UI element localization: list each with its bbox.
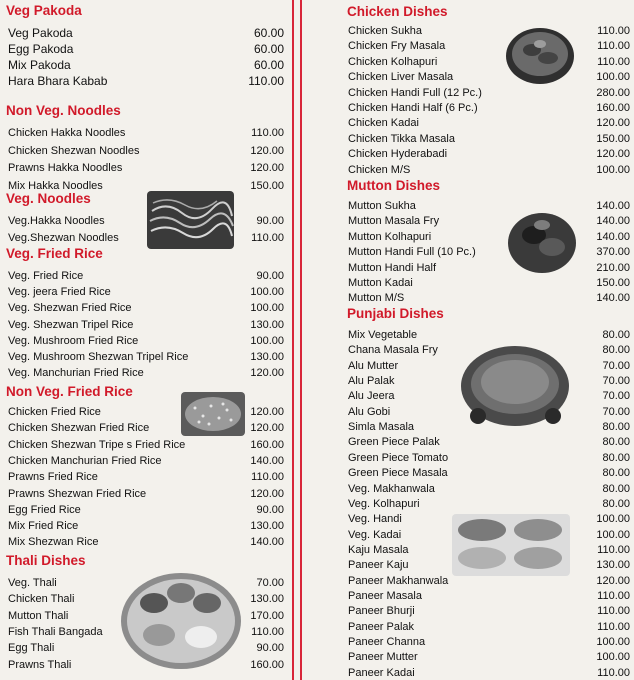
menu-item-price: 110.00 bbox=[248, 74, 284, 88]
menu-item-price: 80.00 bbox=[602, 344, 630, 357]
menu-item-name: Mix Fried Rice bbox=[8, 520, 79, 533]
menu-item-name: Veg. Manchurian Fried Rice bbox=[8, 367, 144, 380]
menu-item-price: 160.00 bbox=[250, 438, 284, 451]
menu-item-name: Chicken Shezwan Tripe s Fried Rice bbox=[8, 438, 186, 451]
menu-item-name: Paneer Makhanwala bbox=[348, 574, 449, 587]
menu-item-price: 110.00 bbox=[597, 620, 630, 633]
menu-item-name: Egg Fried Rice bbox=[8, 503, 81, 516]
menu-item-price: 100.00 bbox=[596, 651, 630, 664]
menu-item-name: Veg. Makhanwala bbox=[348, 482, 435, 495]
menu-item-name: Chicken Thali bbox=[8, 593, 75, 606]
menu-item-name: Veg. Kadai bbox=[348, 528, 402, 541]
menu-item-name: Chicken Handi Full (12 Pc.) bbox=[348, 86, 482, 99]
menu-item-name: Alu Palak bbox=[348, 375, 395, 388]
menu-item-price: 100.00 bbox=[596, 513, 630, 526]
menu-item-price: 160.00 bbox=[596, 102, 630, 114]
menu-item-price: 80.00 bbox=[602, 467, 630, 480]
menu-item-name: Mutton Sukha bbox=[348, 200, 416, 212]
menu-item-name: Chana Masala Fry bbox=[348, 344, 438, 357]
menu-item-price: 90.00 bbox=[256, 642, 284, 655]
menu-item-name: Paneer Kaju bbox=[348, 559, 409, 572]
menu-item-name: Prawns Fried Rice bbox=[8, 471, 98, 484]
menu-item-price: 140.00 bbox=[596, 292, 630, 305]
menu-item-price: 120.00 bbox=[250, 144, 284, 157]
thali-photo bbox=[119, 563, 244, 671]
menu-item-name: Veg. Mushroom Shezwan Tripel Rice bbox=[8, 351, 189, 363]
menu-item-name: Simla Masala bbox=[348, 421, 415, 434]
menu-item-price: 100.00 bbox=[596, 636, 630, 648]
menu-item-price: 130.00 bbox=[250, 593, 284, 606]
menu-item-price: 110.00 bbox=[251, 471, 284, 484]
menu-item-name: Mutton Kadai bbox=[348, 277, 413, 289]
menu-item-price: 140.00 bbox=[596, 200, 630, 212]
menu-item-name: Chicken Handi Half (6 Pc.) bbox=[348, 102, 478, 114]
menu-item-name: Mix Shezwan Rice bbox=[8, 536, 99, 549]
menu-item-name: Alu Gobi bbox=[348, 405, 391, 418]
menu-item-name: Mutton Handi Half bbox=[348, 261, 437, 274]
menu-item-name: Chicken Hakka Noodles bbox=[8, 127, 126, 139]
menu-item-name: Paneer Kadai bbox=[348, 666, 415, 679]
menu-item-name: Green Piece Tomato bbox=[348, 451, 449, 464]
menu-item-name: Mutton Handi Full (10 Pc.) bbox=[348, 246, 476, 259]
menu-item-price: 110.00 bbox=[597, 589, 630, 602]
menu-item-price: 90.00 bbox=[256, 503, 284, 516]
menu-item-price: 170.00 bbox=[250, 609, 284, 622]
menu-item-price: 210.00 bbox=[596, 261, 630, 274]
menu-item-name: Chicken Tikka Masala bbox=[348, 132, 455, 145]
chicken-photo bbox=[504, 20, 576, 88]
menu-item-price: 70.00 bbox=[602, 390, 630, 403]
menu-item-price: 150.00 bbox=[596, 277, 630, 289]
menu-item-price: 80.00 bbox=[602, 451, 630, 464]
menu-item-price: 110.00 bbox=[251, 232, 284, 244]
menu-item-name: Mix Pakoda bbox=[8, 58, 71, 72]
punjabi-photo bbox=[458, 338, 572, 432]
menu-item-price: 90.00 bbox=[256, 215, 284, 227]
menu-item-price: 80.00 bbox=[602, 497, 630, 510]
menu-item-price: 150.00 bbox=[250, 179, 284, 192]
menu-item-name: Fish Thali Bangada bbox=[8, 625, 103, 638]
menu-item-name: Chicken Shezwan Noodles bbox=[8, 144, 140, 157]
menu-item-name: Chicken Sukha bbox=[348, 25, 422, 37]
menu-item-name: Veg.Shezwan Noodles bbox=[8, 232, 119, 244]
menu-item-price: 150.00 bbox=[596, 132, 630, 145]
menu-item-name: Chicken Kadai bbox=[348, 117, 419, 130]
menu-item-price: 70.00 bbox=[602, 359, 630, 372]
menu-item-name: Mix Vegetable bbox=[348, 329, 418, 341]
menu-item-price: 120.00 bbox=[250, 406, 284, 418]
menu-item-name: Veg. Thali bbox=[8, 577, 57, 589]
menu-item-name: Veg. Shezwan Tripel Rice bbox=[8, 318, 134, 331]
menu-item-price: 110.00 bbox=[597, 55, 630, 68]
menu-item-price: 70.00 bbox=[602, 375, 630, 388]
menu-item-name: Veg. Handi bbox=[348, 513, 402, 526]
right-section-heading: Mutton Dishes bbox=[347, 178, 440, 193]
menu-item-price: 80.00 bbox=[602, 421, 630, 434]
menu-item-price: 100.00 bbox=[596, 528, 630, 541]
menu-item-name: Green Piece Palak bbox=[348, 436, 440, 449]
menu-item-price: 130.00 bbox=[250, 520, 284, 533]
left-section-heading: Non Veg. Fried Rice bbox=[6, 384, 133, 399]
menu-item-price: 100.00 bbox=[250, 302, 284, 315]
divider-line-right bbox=[300, 0, 302, 680]
right-section-heading: Chicken Dishes bbox=[347, 4, 448, 19]
menu-item-price: 120.00 bbox=[596, 117, 630, 130]
menu-item-price: 60.00 bbox=[253, 58, 284, 72]
menu-item-price: 370.00 bbox=[596, 246, 630, 259]
divider-line-left bbox=[292, 0, 294, 680]
menu-item-name: Veg. Fried Rice bbox=[8, 270, 84, 282]
menu-item-name: Chicken Kolhapuri bbox=[348, 55, 438, 68]
menu-item-price: 140.00 bbox=[596, 215, 630, 228]
menu-item-name: Green Piece Masala bbox=[348, 467, 448, 480]
fried-rice-photo bbox=[181, 392, 245, 436]
menu-item-price: 110.00 bbox=[597, 25, 630, 37]
menu-item-name: Veg. Shezwan Fried Rice bbox=[8, 302, 132, 315]
menu-item-name: Egg Pakoda bbox=[8, 42, 74, 56]
menu-item-price: 280.00 bbox=[596, 86, 630, 99]
menu-item-name: Alu Mutter bbox=[348, 359, 399, 372]
menu-item-price: 80.00 bbox=[602, 436, 630, 449]
menu-item-name: Mix Hakka Noodles bbox=[8, 179, 103, 192]
menu-item-price: 100.00 bbox=[596, 71, 630, 84]
menu-item-name: Mutton M/S bbox=[348, 292, 405, 305]
menu-item-name: Veg Pakoda bbox=[8, 26, 73, 40]
menu-item-name: Prawns Hakka Noodles bbox=[8, 162, 123, 174]
menu-item-name: Prawns Thali bbox=[8, 658, 72, 671]
menu-item-name: Chicken Fried Rice bbox=[8, 406, 101, 418]
menu-item-name: Veg. jeera Fried Rice bbox=[8, 286, 111, 299]
menu-item-price: 120.00 bbox=[596, 574, 630, 587]
menu-item-name: Kaju Masala bbox=[348, 543, 409, 556]
menu-item-price: 110.00 bbox=[251, 625, 284, 638]
menu-item-name: Hara Bhara Kabab bbox=[8, 74, 108, 88]
left-section-heading: Veg. Fried Rice bbox=[6, 246, 103, 261]
menu-item-name: Paneer Mutter bbox=[348, 651, 418, 664]
left-section-heading: Non Veg. Noodles bbox=[6, 103, 121, 118]
left-section-heading: Veg Pakoda bbox=[6, 3, 82, 18]
menu-item-name: Paneer Bhurji bbox=[348, 605, 415, 618]
menu-item-price: 80.00 bbox=[602, 329, 630, 341]
menu-item-name: Prawns Shezwan Fried Rice bbox=[8, 487, 147, 500]
menu-item-price: 60.00 bbox=[253, 26, 284, 40]
menu-item-name: Chicken Shezwan Fried Rice bbox=[8, 422, 150, 435]
menu-item-price: 130.00 bbox=[596, 559, 630, 572]
menu-item-price: 120.00 bbox=[250, 487, 284, 500]
menu-item-name: Mutton Kolhapuri bbox=[348, 230, 432, 243]
menu-item-price: 70.00 bbox=[256, 577, 284, 589]
menu-item-name: Alu Jeera bbox=[348, 390, 395, 403]
menu-item-name: Chicken Manchurian Fried Rice bbox=[8, 454, 162, 467]
menu-item-price: 110.00 bbox=[597, 543, 630, 556]
left-section-heading: Thali Dishes bbox=[6, 553, 86, 568]
menu-item-price: 140.00 bbox=[596, 230, 630, 243]
menu-item-name: Paneer Masala bbox=[348, 589, 422, 602]
menu-item-price: 110.00 bbox=[597, 666, 630, 679]
noodles-photo bbox=[147, 191, 234, 249]
menu-item-price: 100.00 bbox=[250, 286, 284, 299]
menu-item-name: Chicken Liver Masala bbox=[348, 71, 454, 84]
menu-item-price: 120.00 bbox=[596, 148, 630, 161]
menu-item-name: Egg Thali bbox=[8, 642, 55, 655]
menu-item-price: 110.00 bbox=[597, 40, 630, 53]
menu-item-name: Mutton Thali bbox=[8, 609, 69, 622]
left-section-heading: Veg. Noodles bbox=[6, 191, 91, 206]
menu-item-price: 140.00 bbox=[250, 536, 284, 549]
menu-item-price: 120.00 bbox=[250, 162, 284, 174]
menu-item-name: Chicken M/S bbox=[348, 163, 411, 176]
menu-item-name: Veg.Hakka Noodles bbox=[8, 215, 105, 227]
menu-item-price: 100.00 bbox=[250, 334, 284, 347]
menu-item-price: 120.00 bbox=[250, 367, 284, 380]
menu-item-price: 90.00 bbox=[256, 270, 284, 282]
menu-item-price: 70.00 bbox=[602, 405, 630, 418]
menu-item-price: 130.00 bbox=[250, 351, 284, 363]
menu-item-name: Chicken Fry Masala bbox=[348, 40, 446, 53]
menu-item-price: 160.00 bbox=[250, 658, 284, 671]
menu-item-price: 110.00 bbox=[251, 127, 284, 139]
menu-item-name: Veg. Kolhapuri bbox=[348, 497, 420, 510]
menu-item-name: Paneer Channa bbox=[348, 636, 426, 648]
menu-item-price: 130.00 bbox=[250, 318, 284, 331]
menu-item-price: 120.00 bbox=[250, 422, 284, 435]
paneer-photo bbox=[452, 514, 570, 576]
right-section-heading: Punjabi Dishes bbox=[347, 306, 444, 321]
menu-item-name: Mutton Masala Fry bbox=[348, 215, 440, 228]
menu-item-name: Veg. Mushroom Fried Rice bbox=[8, 334, 139, 347]
menu-item-name: Paneer Palak bbox=[348, 620, 415, 633]
menu-item-price: 110.00 bbox=[597, 605, 630, 618]
menu-item-name: Chicken Hyderabadi bbox=[348, 148, 448, 161]
mutton-photo bbox=[504, 203, 580, 277]
menu-item-price: 140.00 bbox=[250, 454, 284, 467]
menu-item-price: 100.00 bbox=[596, 163, 630, 176]
menu-item-price: 60.00 bbox=[253, 42, 284, 56]
menu-item-price: 80.00 bbox=[602, 482, 630, 495]
